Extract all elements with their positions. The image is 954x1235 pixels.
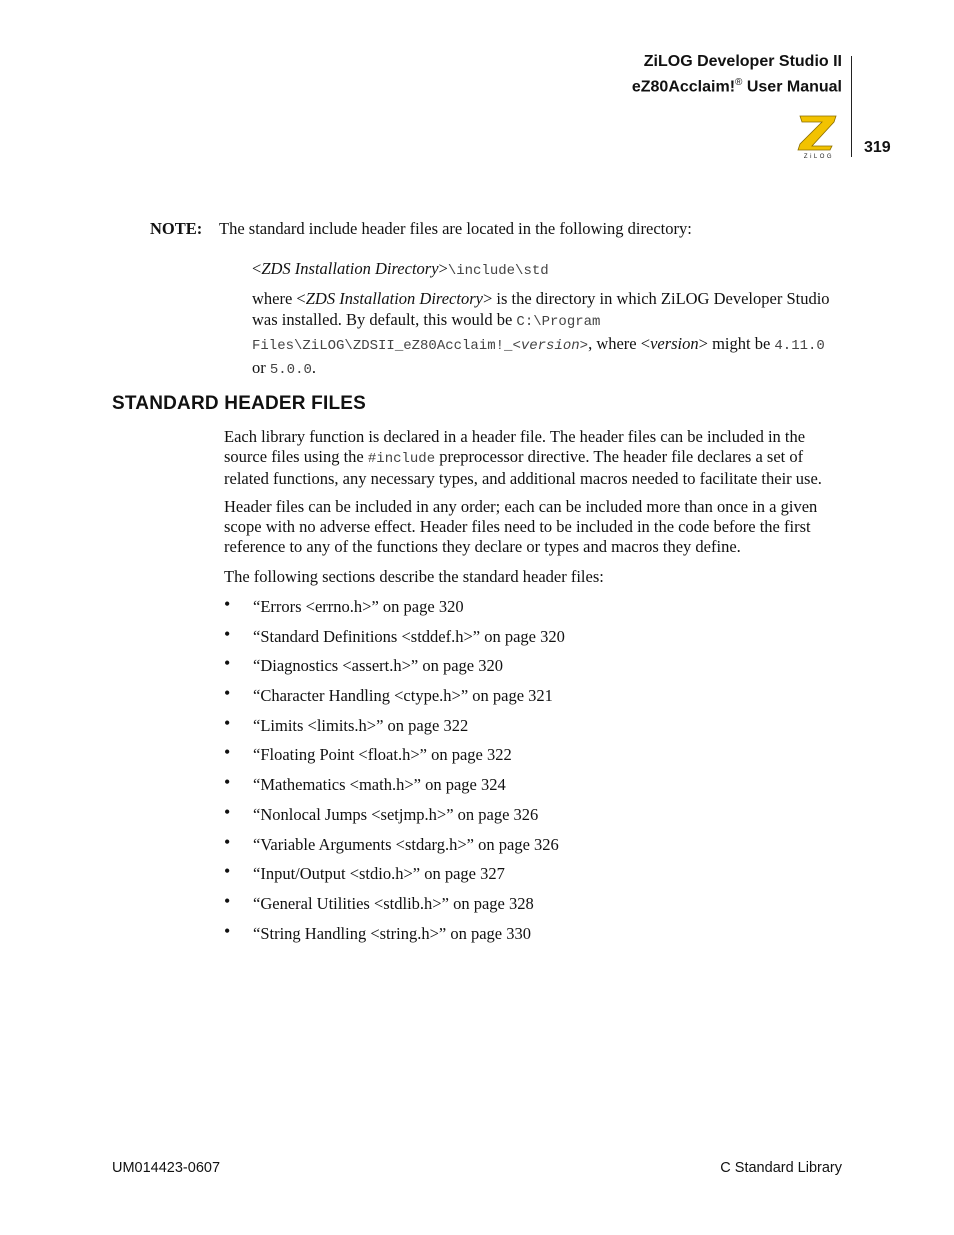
bullet-icon: • <box>224 772 231 793</box>
section-heading: STANDARD HEADER FILES <box>112 393 367 414</box>
bullet-icon: • <box>224 742 231 763</box>
order-paragraph: Header files can be included in any order; each can be included more than once in a given scope with no adverse effect. Header files need to be included in the code before the first reference to any of the functions they declare or types and macros they define. <box>224 497 818 556</box>
list-item[interactable] <box>224 683 565 716</box>
bullet-icon: • <box>224 623 231 644</box>
list-item[interactable] <box>224 801 565 835</box>
bullet-icon: • <box>224 683 231 704</box>
include-path: <ZDS Installation Directory>\include\std <box>252 259 549 279</box>
cross-reference-link[interactable]: “Character Handling <ctype.h>” on page 321 <box>253 686 553 706</box>
footer-doc-id: UM014423-0607 <box>112 1160 221 1176</box>
running-header <box>632 51 842 97</box>
cross-reference-link[interactable]: “General Utilities <stdlib.h>” on page 328 <box>253 893 534 913</box>
bullet-icon: • <box>224 831 231 852</box>
list-item[interactable] <box>224 890 565 924</box>
bullet-icon: • <box>224 801 231 822</box>
header-title-line2: eZ80Acclaim!® User Manual <box>631 77 842 96</box>
cross-reference-link[interactable]: “Variable Arguments <stdarg.h>” on page 326 <box>253 834 559 854</box>
cross-reference-link[interactable]: “Mathematics <math.h>” on page 324 <box>253 775 506 795</box>
cross-reference-link[interactable]: “Input/Output <stdio.h>” on page 327 <box>253 864 505 884</box>
list-item[interactable] <box>224 742 565 775</box>
intro-paragraph: Each library function is declared in a header file. The header files can be included in the source files using the #include preprocessor directive. The header file declares a set of related functions, any necessary types, and additional macros needed to facilitate their use. <box>224 427 822 488</box>
note-label: NOTE: <box>150 219 203 238</box>
cross-reference-link[interactable]: “Floating Point <float.h>” on page 322 <box>253 745 512 765</box>
cross-reference-link[interactable]: “Standard Definitions <stddef.h>” on page 320 <box>253 626 565 646</box>
list-item[interactable] <box>224 772 565 805</box>
bullet-icon: • <box>224 594 231 614</box>
cross-reference-link[interactable]: “Limits <limits.h>” on page 322 <box>253 715 469 735</box>
bullet-icon: • <box>224 861 231 882</box>
list-item[interactable] <box>224 712 565 746</box>
header-title-line1: ZiLOG Developer Studio II <box>643 53 842 70</box>
zilog-logo <box>794 112 844 160</box>
list-item[interactable] <box>224 920 565 954</box>
cross-reference-link[interactable]: “Diagnostics <assert.h>” on page 320 <box>253 656 504 676</box>
list-item[interactable] <box>224 861 565 894</box>
list-item[interactable] <box>224 653 565 686</box>
list-item[interactable] <box>224 831 565 865</box>
note-line <box>150 219 692 239</box>
list-item[interactable] <box>224 623 565 657</box>
header-divider <box>851 56 852 157</box>
bullet-icon: • <box>224 653 231 674</box>
page-number: 319 <box>864 139 891 156</box>
cross-reference-link[interactable]: “Nonlocal Jumps <setjmp.h>” on page 326 <box>253 804 539 824</box>
bullet-icon: • <box>224 712 231 733</box>
install-directory-explanation: where <ZDS Installation Directory> is the directory in which ZiLOG Developer Studio was installed. By default, this would be C:\Program Files\ZiLOG\ZDSII_eZ80Acclaim!_<version>, where <version> might be 4.11.0 or 5.0.0. <box>252 289 830 378</box>
list-item[interactable] <box>224 594 565 627</box>
bullet-icon: • <box>224 920 231 941</box>
cross-reference-link[interactable]: “String Handling <string.h>” on page 330 <box>253 923 531 943</box>
header-file-link-list <box>224 594 565 953</box>
bullet-icon: • <box>224 890 231 911</box>
list-intro-paragraph: The following sections describe the standard header files: <box>224 567 604 586</box>
cross-reference-link[interactable]: “Errors <errno.h>” on page 320 <box>253 597 464 616</box>
logo-wordmark: ZiLOG <box>803 154 835 160</box>
footer-chapter: C Standard Library <box>720 1160 842 1176</box>
note-text: The standard include header files are located in the following directory: <box>219 219 692 238</box>
